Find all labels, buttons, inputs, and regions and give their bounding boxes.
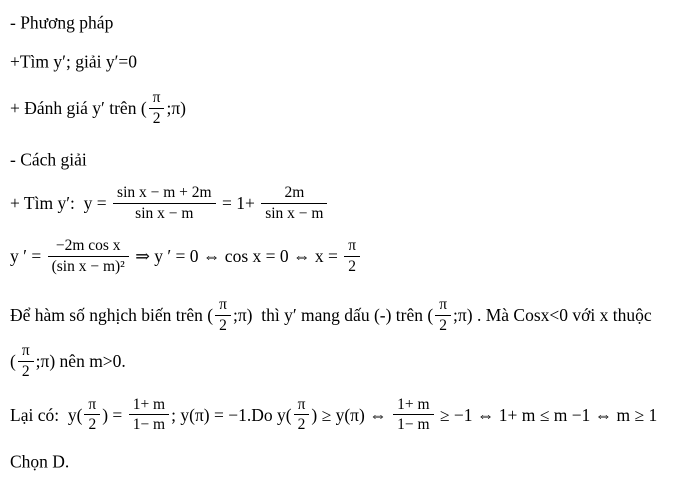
fraction-denominator: 2 (219, 317, 227, 335)
line-find-y-prime (10, 184, 676, 223)
text-run: ;π) nên m>0. (35, 350, 126, 371)
text-run: ; y(π) = −1.Do y( (171, 404, 292, 425)
fraction (149, 89, 165, 128)
text-run: y ′ = (10, 245, 46, 266)
text-run: Lại có: y( (10, 404, 83, 425)
text-run: +Tìm y′; giải y′=0 (10, 51, 138, 72)
text-run: ;π) thì y′ mang dấu (-) trên ( (232, 305, 434, 326)
line-answer (10, 450, 676, 472)
text-run: Chọn D. (10, 451, 70, 472)
line-monotonic-argument-2 (10, 342, 676, 381)
text-run: ( (10, 350, 16, 371)
fraction-numerator: 1+ m (129, 396, 169, 416)
fraction (113, 184, 216, 223)
line-inequality-derivation (10, 396, 676, 435)
fraction (294, 396, 310, 435)
text-run: ;π) (166, 97, 187, 118)
fraction-denominator: sin x − m (265, 204, 324, 222)
text-run: ≥ −1 ⇔ 1+ m ≤ m −1 ⇔ m ≥ 1 (435, 404, 658, 425)
text-run: ⇒ y ′ = 0 ⇔ cos x = 0 ⇔ x = (130, 245, 343, 266)
fraction-numerator: π (215, 296, 231, 316)
fraction-denominator: 2 (297, 416, 306, 434)
text-run: + Đánh giá y′ trên ( (10, 97, 147, 118)
fraction-numerator: π (84, 396, 100, 416)
text-run: Để hàm số nghịch biến trên ( (10, 305, 214, 326)
fraction-numerator: π (435, 296, 451, 316)
fraction-denominator: 1− m (132, 416, 166, 434)
line-solution-heading (10, 148, 676, 170)
fraction (129, 396, 169, 435)
text-run: ;π) . Mà Cosx<0 với x thuộc (453, 305, 652, 326)
fraction-numerator: π (149, 89, 165, 109)
fraction-numerator: 1+ m (393, 396, 433, 416)
line-method-heading (10, 11, 676, 33)
text-run: - Cách giải (10, 149, 87, 170)
fraction (215, 296, 231, 335)
fraction (84, 396, 100, 435)
fraction-denominator: 2 (439, 317, 447, 335)
fraction (344, 237, 360, 276)
fraction-denominator: 1− m (397, 416, 430, 434)
text-run: - Phương pháp (10, 12, 114, 33)
fraction (48, 237, 129, 276)
fraction (435, 296, 451, 335)
fraction-denominator: 2 (152, 109, 161, 127)
fraction-numerator: −2m cos x (48, 237, 129, 257)
fraction-denominator: 2 (21, 362, 30, 380)
fraction-numerator: π (18, 342, 34, 362)
fraction-denominator: 2 (88, 416, 97, 434)
text-run: ) ≥ y(π) ⇔ (311, 404, 392, 425)
text-run: ) = (102, 404, 127, 425)
line-monotonic-argument (10, 296, 676, 335)
line-step-find-derivative (10, 50, 676, 72)
fraction-numerator: sin x − m + 2m (113, 184, 216, 204)
fraction-numerator: 2m (261, 184, 327, 204)
fraction-numerator: π (344, 237, 360, 257)
text-run: + Tìm y′: y = (10, 192, 112, 213)
fraction-denominator: 2 (348, 257, 357, 275)
fraction-numerator: π (294, 396, 310, 416)
line-step-evaluate (10, 89, 676, 128)
fraction-denominator: sin x − m (135, 204, 194, 222)
fraction (393, 396, 433, 435)
text-run: = 1+ (217, 192, 260, 213)
fraction (18, 342, 34, 381)
fraction (261, 184, 327, 223)
fraction-denominator: (sin x − m)² (51, 257, 125, 275)
line-derivative-equation (10, 237, 676, 276)
